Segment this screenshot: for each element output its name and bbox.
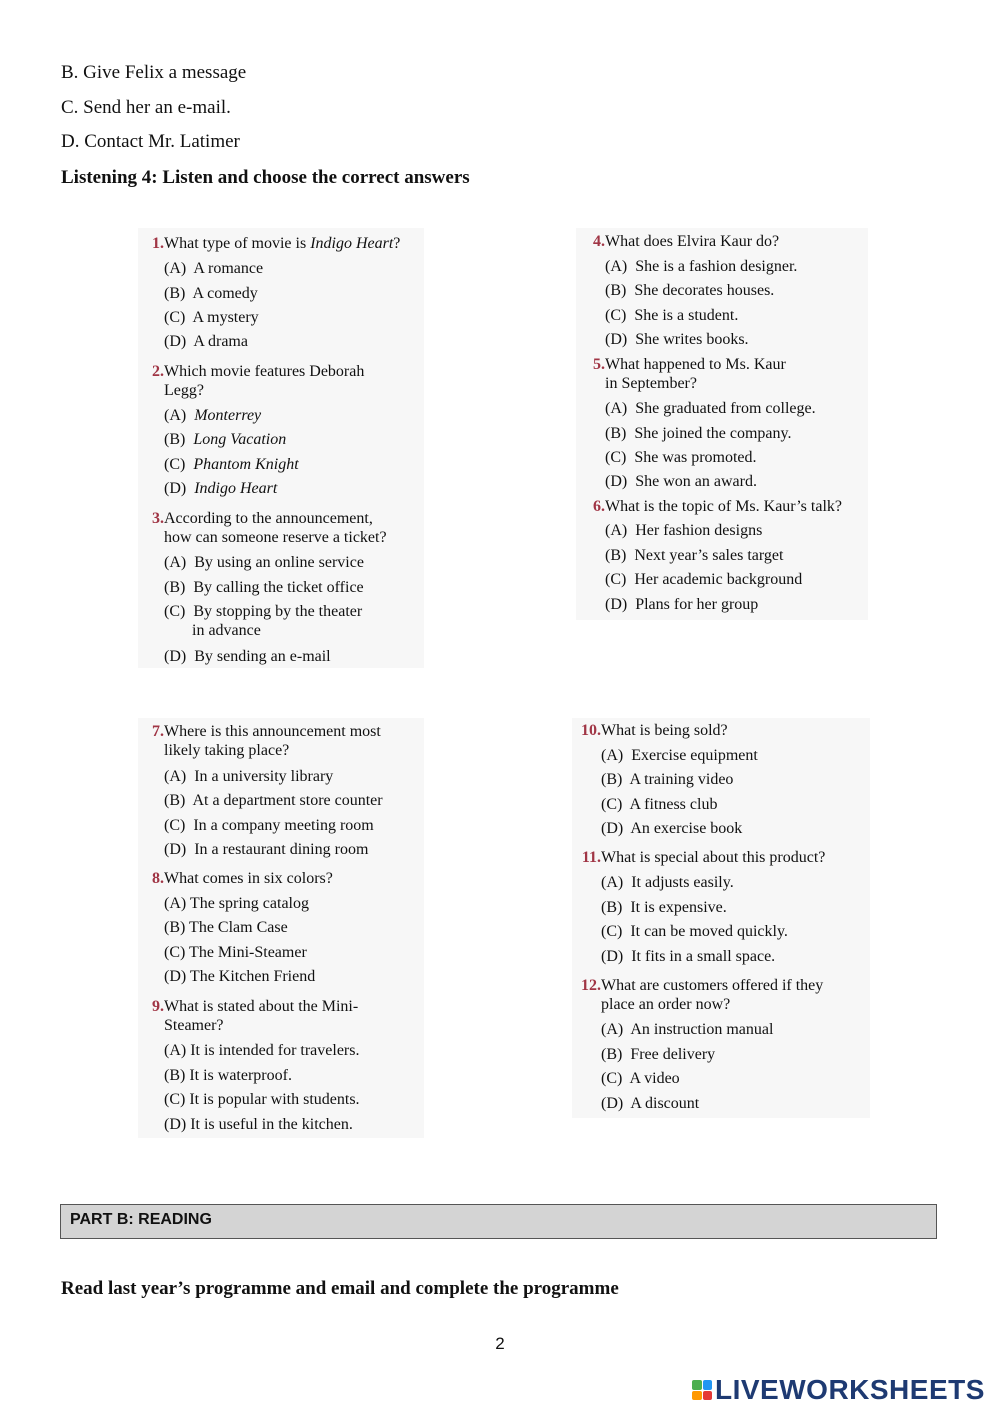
answer-option[interactable]: (D) By sending an e-mail [164,648,331,665]
answer-option[interactable]: (A) An instruction manual [601,1021,774,1038]
answer-option[interactable]: (C) Her academic background [605,571,803,588]
question-text: What is special about this product? [601,849,826,866]
answer-option[interactable]: (A) By using an online service [164,554,364,571]
answer-option[interactable]: (A) She is a fashion designer. [605,258,798,275]
answer-option[interactable]: (A) It adjusts easily. [601,874,734,891]
question-number: 7. [152,723,164,740]
question-text: What happened to Ms. Kaur in September? [605,356,786,392]
answer-option[interactable]: (A) Her fashion designs [605,522,763,539]
question-text: What are customers offered if they place an order now? [601,977,824,1013]
answer-option[interactable]: (B) The Clam Case [164,919,288,936]
answer-option[interactable]: (C) It is popular with students. [164,1091,360,1108]
answer-option[interactable]: (D) She writes books. [605,331,749,348]
part-b-title: PART B: READING [70,1211,212,1228]
listening-heading: Listening 4: Listen and choose the correct answers [61,167,470,188]
question-number: 3. [152,510,164,527]
question-number: 1. [152,235,164,252]
page-number: 2 [495,1334,505,1353]
liveworksheets-logo-icon [692,1380,712,1400]
question-number: 11. [581,849,601,866]
answer-option[interactable]: (D) An exercise book [601,820,743,837]
logo-square [692,1391,702,1401]
question-number: 2. [152,363,164,380]
answer-option[interactable]: (C) By stopping by the theater in advance [164,603,363,639]
answer-option[interactable]: (C) She was promoted. [605,449,757,466]
answer-option[interactable]: (C) A mystery [164,309,259,326]
answer-option[interactable]: (B) She decorates houses. [605,282,775,299]
answer-option[interactable]: (B) At a department store counter [164,792,383,809]
answer-option[interactable]: (A) The spring catalog [164,895,309,912]
question-text: What is the topic of Ms. Kaur’s talk? [605,498,842,515]
logo-square [703,1391,713,1401]
italic-title: Monterrey [194,407,262,424]
answer-option[interactable]: (C) A video [601,1070,680,1087]
answer-option[interactable]: (A) It is intended for travelers. [164,1042,360,1059]
part-b-bar [60,1204,937,1239]
answer-option[interactable]: (D) It fits in a small space. [601,948,776,965]
answer-option[interactable]: (B) Next year’s sales target [605,547,784,564]
answer-option[interactable]: (C) Phantom Knight [164,456,299,473]
question-text: What type of movie is Indigo Heart? [164,235,401,252]
brand-name: LIVEWORKSHEETS [715,1374,985,1405]
question-number: 8. [152,870,164,887]
brand-logo [692,1375,985,1405]
logo-square [692,1380,702,1390]
reading-instruction: Read last year’s programme and email and complete the programme [61,1278,619,1299]
answer-option[interactable]: (D) In a restaurant dining room [164,841,369,858]
question-text: What is being sold? [601,722,728,739]
answer-option[interactable]: (B) By calling the ticket office [164,579,364,596]
answer-option[interactable]: (C) She is a student. [605,307,739,324]
answer-option[interactable]: (A) A romance [164,260,264,277]
question-text: What comes in six colors? [164,870,333,887]
logo-square [703,1380,713,1390]
question-number: 6. [593,498,605,515]
answer-option[interactable]: (A) Exercise equipment [601,747,758,764]
answer-option[interactable]: (B) Free delivery [601,1046,716,1063]
top-option-b: B. Give Felix a message [61,62,247,83]
answer-option[interactable]: (C) A fitness club [601,796,718,813]
question-number: 10. [581,722,601,739]
question-text: What is stated about the Mini- Steamer? [164,998,359,1034]
question-number: 5. [593,356,605,373]
question-number: 9. [152,998,164,1015]
answer-option[interactable]: (D) It is useful in the kitchen. [164,1116,353,1133]
question-number: 4. [593,233,605,250]
answer-option[interactable]: (A) In a university library [164,768,334,785]
top-option-d: D. Contact Mr. Latimer [61,131,240,152]
answer-option[interactable]: (D) A drama [164,333,248,350]
question-number: 12. [581,977,601,994]
italic-title: Indigo Heart [310,235,394,252]
question-text: Which movie features Deborah Legg? [164,363,365,399]
answer-option[interactable]: (B) It is expensive. [601,899,727,916]
answer-option[interactable]: (D) A discount [601,1095,700,1112]
answer-option[interactable]: (C) The Mini-Steamer [164,944,307,961]
answer-option[interactable]: (B) She joined the company. [605,425,792,442]
answer-option[interactable]: (B) A comedy [164,285,258,302]
answer-option[interactable]: (A) Monterrey [164,407,262,424]
answer-option[interactable]: (A) She graduated from college. [605,400,816,417]
answer-option[interactable]: (C) It can be moved quickly. [601,923,788,940]
question-text: Where is this announcement most likely taking place? [164,723,381,759]
italic-title: Long Vacation [193,431,287,448]
italic-title: Phantom Knight [193,456,299,473]
answer-option[interactable]: (D) The Kitchen Friend [164,968,316,985]
question-text: According to the announcement, how can someone reserve a ticket? [164,510,387,546]
answer-option[interactable]: (D) Indigo Heart [164,480,278,497]
question-text: What does Elvira Kaur do? [605,233,780,250]
answer-option[interactable]: (D) She won an award. [605,473,757,490]
answer-option[interactable]: (B) It is waterproof. [164,1067,292,1084]
answer-option[interactable]: (B) Long Vacation [164,431,287,448]
answer-option[interactable]: (C) In a company meeting room [164,817,374,834]
italic-title: Indigo Heart [194,480,278,497]
answer-option[interactable]: (D) Plans for her group [605,596,759,613]
answer-option[interactable]: (B) A training video [601,771,734,788]
top-option-c: C. Send her an e-mail. [61,97,231,118]
